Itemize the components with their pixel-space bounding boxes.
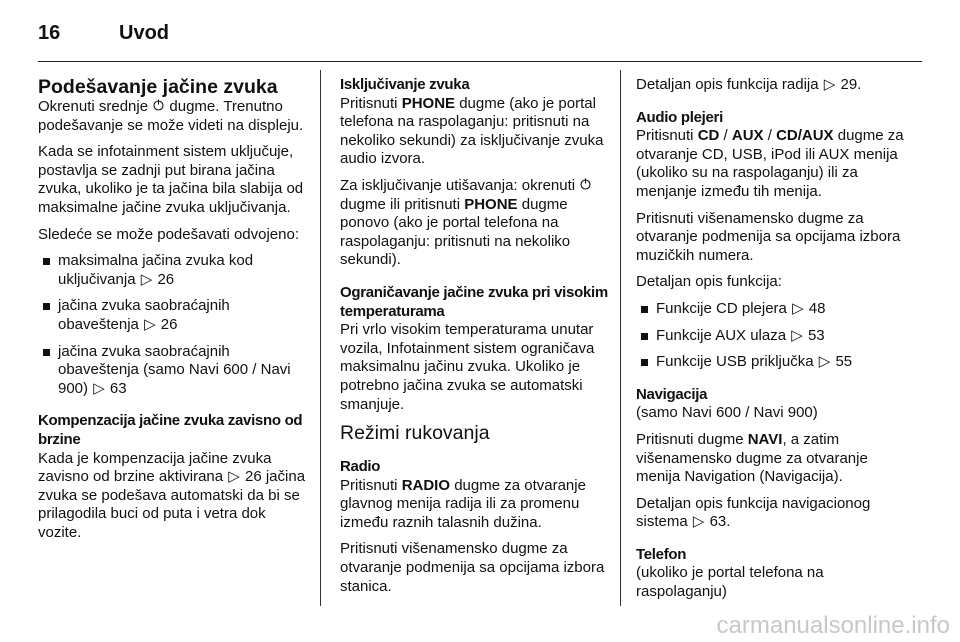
paragraph: Pritisnuti PHONE dugme (ako je portal telefona na raspolaganju: pritisnuti na nekoliko sekundi) za isključivanje zvuka audio izvora. [340, 94, 604, 168]
watermark[interactable]: carmanualsonline.info [716, 612, 950, 639]
list-item: maksimalna jačina zvuka kod uključivanja ▷ 26 [38, 252, 308, 289]
bullet-square-icon [43, 349, 50, 356]
paragraph: Pritisnuti RADIO dugme za otvaranje glavnog menija radija ili za promenu između raznih talasnih dužina. [340, 476, 586, 531]
header-rule [38, 61, 922, 62]
page-ref-arrow-icon: ▷ [791, 326, 803, 344]
paragraph: Pritisnuti višenamensko dugme za otvaranje podmenija sa opcijama izbora stanica. [340, 540, 605, 595]
subsection-title-audio-players: Audio plejeri [636, 108, 723, 126]
page-ref-arrow-icon: ▷ [692, 513, 705, 531]
knob-icon [580, 177, 591, 196]
bullet-square-icon [43, 303, 50, 310]
list-item: jačina zvuka saobraćajnih obaveštenja (samo Navi 600 / Navi 900) ▷ 63 [38, 343, 308, 399]
page-ref-arrow-icon: ▷ [818, 353, 831, 371]
section-title-volume: Podešavanje jačine zvuka [38, 76, 278, 98]
bullet-square-icon [641, 359, 648, 366]
subsection-title-speed-compensation: Kompenzacija jačine zvuka zavisno od brzine [38, 412, 303, 448]
bullet-square-icon [641, 333, 648, 340]
paragraph: Pritisnuti CD / AUX / CD/AUX dugme za otvaranje CD, USB, iPod ili AUX menija (ukoliko su na raspolaganju) ili za menjanje između tih menija. [636, 127, 904, 200]
key-label: AUX [731, 127, 764, 145]
column-2 [340, 76, 608, 604]
paragraph: Pritisnuti dugme NAVI, a zatim višenamensko dugme za otvaranje menija Navigation (Navigacija). [636, 430, 868, 486]
section-title-modes: Režimi rukovanja [340, 422, 490, 445]
knob-icon [153, 98, 164, 117]
chapter-title: Uvod [119, 22, 169, 44]
column-1 [38, 76, 308, 550]
paragraph: Sledeće se može podešavati odvojeno: [38, 225, 300, 243]
page-ref-arrow-icon: ▷ [792, 299, 804, 317]
subsection-title-radio: Radio [340, 458, 381, 476]
subsection-title-phone: Telefon [636, 545, 687, 563]
subsection-title-navigation: Navigacija [636, 385, 708, 403]
key-label: NAVI [747, 430, 783, 448]
paragraph: Pri vrlo visokim temperaturama unutar vozila, Infotainment sistem ograničava maksimalnu jačinu zvuka. Ukoliko je potrebno jačina zvuka se automatski smanjuje. [340, 321, 595, 413]
column-divider-2 [620, 70, 621, 606]
bullet-square-icon [641, 306, 648, 313]
paragraph: Kada je kompenzacija jačine zvuka zavisno od brzine aktivirana ▷ 26 jačina zvuka se podešava automatski da bi se prilagodila buci od puta i vetra dok vozite. [38, 449, 306, 541]
page-ref-arrow-icon: ▷ [228, 468, 240, 486]
column-divider-1 [320, 70, 321, 606]
list-item: Funkcije AUX ulaza ▷ 53 [636, 327, 908, 346]
key-label: PHONE [464, 195, 518, 213]
key-label: RADIO [401, 476, 451, 494]
page-number: 16 [38, 22, 61, 44]
column-3 [636, 76, 908, 610]
subsection-title-mute: Isključivanje zvuka [340, 76, 470, 93]
paragraph: Detaljan opis funkcija: [636, 273, 782, 291]
bullet-square-icon [43, 258, 50, 265]
list-item: Funkcije USB priključka ▷ 55 [636, 353, 908, 372]
paragraph: Detaljan opis funkcija navigacionog sistema ▷ 63. [636, 494, 871, 531]
paragraph: Okrenuti srednje dugme. Trenutno podešavanje se može videti na displeju. [38, 98, 304, 134]
paragraph: Pritisnuti višenamensko dugme za otvaranje podmenija sa opcijama izbora muzičkih numera. [636, 209, 901, 264]
key-label: CD/AUX [776, 127, 834, 145]
list-item: jačina zvuka saobraćajnih obaveštenja ▷ 26 [38, 297, 308, 334]
subsection-title-temperature-limit: Ograničavanje jačine zvuka pri visokim temperaturama [340, 283, 608, 320]
page-ref-arrow-icon: ▷ [144, 315, 156, 333]
page-ref-arrow-icon: ▷ [140, 270, 153, 288]
page-ref-arrow-icon: ▷ [823, 76, 836, 93]
page-ref-arrow-icon: ▷ [93, 379, 105, 397]
page-header [38, 20, 922, 50]
paragraph: Detaljan opis funkcija radija ▷ 29. [636, 76, 862, 93]
paragraph: (samo Navi 600 / Navi 900) [636, 404, 818, 422]
paragraph: Kada se infotainment sistem uključuje, postavlja se zadnji put birana jačina zvuka, ukoliko je ta jačina bila slabija od maksimalne jačine zvuka uključivanja. [38, 143, 304, 216]
paragraph: (ukoliko je portal telefona na raspolaganju) [636, 564, 824, 601]
list-item: Funkcije CD plejera ▷ 48 [636, 300, 908, 319]
key-label: PHONE [401, 94, 456, 112]
paragraph: Za isključivanje utišavanja: okrenuti dugme ili pritisnuti PHONE dugme ponovo (ako je portal telefona na raspolaganju: pritisnuti na nekoliko sekundi). [340, 177, 608, 270]
key-label: CD [697, 127, 720, 145]
